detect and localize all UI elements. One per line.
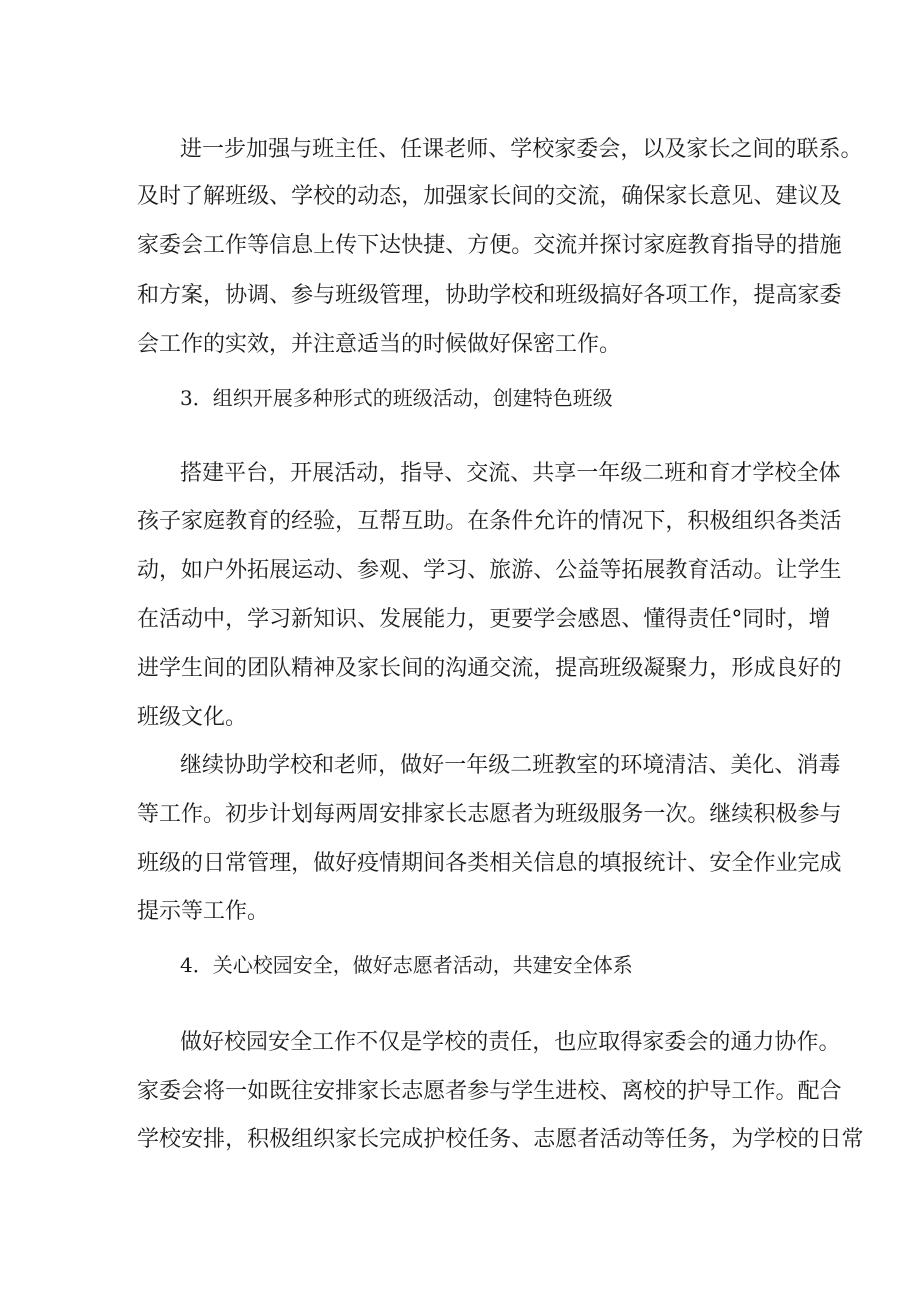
paragraph-2-line-5: 进 学 生 间 的 团 队 精 神 及 家 长 间 的 沟 通 交 流 ， 提 高 班 级 凝 聚 力 ， 形 成 良 好 的 [137,656,842,681]
paragraph-1-line-4: 和 方 案 ， 协 调 、 参 与 班 级 管 理 ， 协 助 学 校 和 班 级 搞 好 各 项 工 作 ， 提 高 家 委 [137,283,842,308]
section-4-heading: 4．关心校园安全，做好志愿者活动，共建安全体系 [180,953,633,977]
paragraph-2-line-1: 搭 建 平 台 ， 开 展 活 动 ， 指 导 、 交 流 、 共 享 一 年 级 二 班 和 育 才 学 校 全 体 [180,461,841,486]
paragraph-3-line-3: 班 级 的 日 常 管 理 ， 做 好 疫 情 期 间 各 类 相 关 信 息 的 填 报 统 计 、 安 全 作 业 完 成 [137,851,842,876]
paragraph-3-line-2: 等 工 作 。 初 步 计 划 每 两 周 安 排 家 长 志 愿 者 为 班 级 服 务 一 次 。 继 续 积 极 参 与 [137,802,842,827]
paragraph-2-line-3: 动 ， 如 户 外 拓 展 运 动 、 参 观 、 学 习 、 旅 游 、 公 益 等 拓 展 教 育 活 动 。 让 学 生 [137,558,842,583]
paragraph-4-line-1: 做 好 校 园 安 全 工 作 不 仅 是 学 校 的 责 任 ， 也 应 取 得 家 委 会 的 通 力 协 作 。 [180,1030,841,1055]
paragraph-2-line-2: 孩 子 家 庭 教 育 的 经 验 ， 互 帮 互 助 。 在 条 件 允 许 的 情 况 下 ， 积 极 组 织 各 类 活 [137,509,842,534]
paragraph-3-line-1: 继 续 协 助 学 校 和 老 师 ， 做 好 一 年 级 二 班 教 室 的 环 境 清 洁 、 美 化 、 消 毒 [180,753,841,778]
section-3-heading: 3．组织开展多种形式的班级活动，创建特色班级 [180,386,613,410]
paragraph-2-line-4: 在 活 动 中 ， 学 习 新 知 识 、 发 展 能 力 ， 更 要 学 会 感 恩 、 懂 得 责 任 ° 同 时 ， 增 [137,607,831,632]
paragraph-3-line-4: 提示等工作。 [137,899,270,924]
paragraph-4-line-2: 家 委 会 将 一 如 既 往 安 排 家 长 志 愿 者 参 与 学 生 进 校 、 离 校 的 护 导 工 作 。 配 合 [137,1079,842,1104]
paragraph-1-line-3: 家 委 会 工 作 等 信 息 上 传 下 达 快 捷 、 方 便 。 交 流 并 探 讨 家 庭 教 育 指 导 的 措 施 [137,233,842,258]
paragraph-1-line-2: 及 时 了 解 班 级 、 学 校 的 动 态 ， 加 强 家 长 间 的 交 流 ， 确 保 家 长 意 见 、 建 议 及 [137,184,842,209]
paragraph-4-line-3: 学 校 安 排 ， 积 极 组 织 家 长 完 成 护 校 任 务 、 志 愿 者 活 动 等 任 务 ， 为 学 校 的 日 常 [137,1127,864,1152]
paragraph-1-line-1: 进 一 步 加 强 与 班 主 任 、 任 课 老 师 、 学 校 家 委 会 ， 以 及 家 长 之 间 的 联 系 。 [180,137,863,162]
paragraph-1-line-5: 会工作的实效，并注意适当的时候做好保密工作。 [137,332,622,357]
paragraph-2-line-6: 班级文化。 [137,705,248,730]
